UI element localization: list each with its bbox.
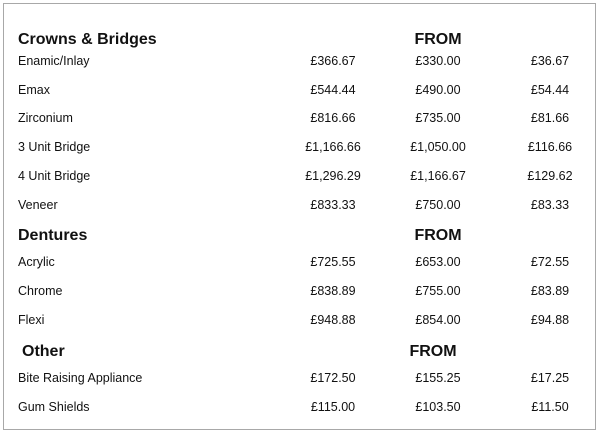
price-column-3: £116.66 [527,140,573,154]
price-row [0,310,600,330]
price-column-1: £544.44 [310,83,356,97]
section-title: Other [22,343,65,360]
section-heading-dentures [0,226,600,246]
price-column-3: £83.33 [530,198,570,212]
price-row [0,195,600,215]
item-name: 3 Unit Bridge [18,140,91,154]
from-label: FROM [414,227,462,244]
item-name: 4 Unit Bridge [18,169,91,183]
price-column-3: £54.44 [530,83,570,97]
item-name: Bite Raising Appliance [18,371,143,385]
price-column-1: £1,296.29 [305,169,361,183]
price-column-2: £653.00 [415,255,461,269]
section-title: Crowns & Bridges [18,31,157,48]
price-column-2: £735.00 [415,111,461,125]
price-column-2: £330.00 [415,54,461,68]
price-column-2: £750.00 [415,198,461,212]
price-column-2: £490.00 [415,83,461,97]
item-name: Zirconium [18,111,73,125]
price-column-3: £83.89 [530,284,570,298]
price-column-2: £755.00 [415,284,461,298]
from-label: FROM [409,343,457,360]
price-column-3: £17.25 [530,371,570,385]
price-column-3: £94.88 [530,313,570,327]
price-column-1: £838.89 [310,284,356,298]
item-name: Flexi [18,313,45,327]
item-name: Emax [18,83,50,97]
price-column-3: £81.66 [530,111,570,125]
price-row [0,166,600,186]
price-row [0,137,600,157]
price-column-1: £816.66 [310,111,356,125]
price-row [0,108,600,128]
section-heading-crowns-bridges [0,30,600,50]
price-column-1: £833.33 [310,198,356,212]
price-column-3: £72.55 [530,255,570,269]
price-column-1: £366.67 [310,54,356,68]
price-column-1: £948.88 [310,313,356,327]
price-column-2: £1,050.00 [410,140,466,154]
item-name: Gum Shields [18,400,90,414]
item-name: Acrylic [18,255,55,269]
price-column-3: £11.50 [531,400,569,414]
price-column-2: £854.00 [415,313,461,327]
price-row [0,51,600,71]
section-title: Dentures [18,227,88,244]
price-column-1: £115.00 [310,400,356,414]
price-column-2: £1,166.67 [410,169,466,183]
price-row [0,252,600,272]
from-label: FROM [414,31,462,48]
item-name: Enamic/Inlay [18,54,90,68]
price-column-2: £155.25 [415,371,461,385]
price-row [0,281,600,301]
price-row [0,368,600,388]
price-row [0,397,600,417]
price-column-1: £725.55 [310,255,356,269]
item-name: Veneer [18,198,58,212]
price-column-3: £36.67 [530,54,570,68]
section-heading-other [0,342,600,362]
price-column-1: £172.50 [310,371,356,385]
item-name: Chrome [18,284,63,298]
price-column-1: £1,166.66 [305,140,361,154]
price-column-2: £103.50 [415,400,461,414]
price-column-3: £129.62 [527,169,573,183]
price-row [0,80,600,100]
